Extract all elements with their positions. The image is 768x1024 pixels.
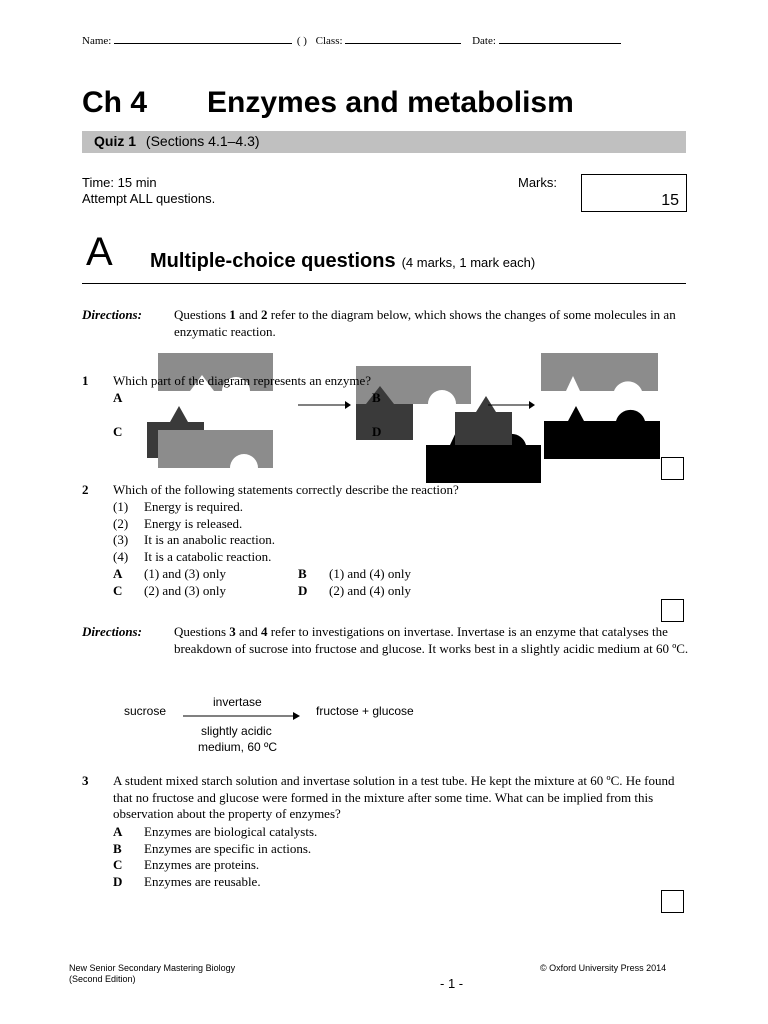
- condition-line-2: medium, 60 ºC: [198, 740, 278, 754]
- chapter-number: Ch 4: [82, 86, 148, 119]
- statement-3: (3) It is an anabolic reaction.: [113, 532, 276, 547]
- question-3-options: [113, 824, 317, 890]
- question-3-text: A student mixed starch solution and invertase solution in a test tube. He kept the mixture at 60 ºC. He found that no fructose and glucose were formed in the mixture after some time. What can be implied from this observation about the property of enzymes?: [113, 773, 675, 821]
- diagram-arrow-1: [298, 401, 351, 409]
- footer-book-line-2: (Second Edition): [69, 974, 136, 984]
- q3-option-c[interactable]: C Enzymes are proteins.: [113, 857, 260, 872]
- q2-option-b[interactable]: B (1) and (4) only: [298, 566, 411, 581]
- time-limit: Time: 15 min: [82, 175, 157, 190]
- q3-option-d[interactable]: D Enzymes are reusable.: [113, 873, 261, 889]
- attempt-instruction: Attempt ALL questions.: [82, 191, 216, 206]
- question-1-text: Which part of the diagram represents an enzyme?: [113, 373, 372, 388]
- page-title: [82, 86, 574, 120]
- name-field[interactable]: [114, 33, 292, 44]
- time-info: [82, 175, 215, 207]
- diagram-enzyme-final: [541, 353, 658, 391]
- statement-4: (4) It is a catabolic reaction.: [113, 548, 272, 564]
- section-title-text: Multiple-choice questions: [150, 250, 396, 272]
- section-divider: [82, 283, 686, 284]
- reaction-arrow: [183, 711, 301, 721]
- condition-line-1: slightly acidic: [201, 724, 272, 738]
- register-number-field[interactable]: ( ): [296, 35, 307, 47]
- question-2-text: Which of the following statements correctly describe the reaction?: [113, 482, 459, 497]
- directions-text: Questions 1 and 2 refer to the diagram below, which shows the changes of some molecules in an enzymatic reaction.: [174, 307, 676, 339]
- q3-option-b[interactable]: B Enzymes are specific in actions.: [113, 840, 312, 856]
- question-1-number: 1: [82, 373, 89, 388]
- diagram-label-c: C: [113, 424, 123, 439]
- question-2-number: 2: [82, 482, 89, 497]
- footer-book-line-1: New Senior Secondary Mastering Biology: [69, 963, 236, 973]
- products-label: fructose + glucose: [316, 704, 414, 718]
- marks-box[interactable]: [581, 174, 687, 212]
- quiz-label: Quiz 1: [94, 133, 137, 149]
- answer-box-q2[interactable]: [661, 599, 684, 622]
- diagram-label-a: A: [113, 390, 123, 405]
- answer-box-q1[interactable]: [661, 457, 684, 480]
- diagram-enzyme-c: [158, 430, 273, 468]
- statement-1: (1) Energy is required.: [113, 499, 244, 514]
- q2-option-d[interactable]: D (2) and (4) only: [298, 583, 411, 598]
- page-number: - 1 -: [440, 976, 464, 991]
- date-label: Date:: [472, 35, 496, 47]
- statement-2: (2) Energy is released.: [113, 515, 243, 531]
- student-info-line: [82, 33, 621, 47]
- diagram-product-final: [544, 406, 660, 459]
- quiz-sections: (Sections 4.1–4.3): [145, 133, 260, 149]
- directions-label: Directions:: [82, 307, 142, 322]
- q2-option-c[interactable]: C (2) and (3) only: [113, 583, 226, 598]
- name-label: Name:: [82, 35, 112, 47]
- question-3-number: 3: [82, 773, 89, 788]
- substrate-label: sucrose: [124, 704, 167, 718]
- enzyme-label: invertase: [213, 695, 262, 709]
- marks-label: Marks:: [518, 175, 557, 190]
- class-field[interactable]: [345, 33, 461, 44]
- q2-option-a[interactable]: A (1) and (3) only: [113, 566, 226, 581]
- section-mark-note: (4 marks, 1 mark each): [401, 255, 536, 270]
- marks-total: 15: [661, 192, 679, 209]
- directions-text-2: Questions 3 and 4 refer to investigations on invertase. Invertase is an enzyme that catalyses the breakdown of sucrose into fructose and glucose. It works best in a slightly acidic medium at 60 ºC.: [174, 624, 689, 656]
- date-field[interactable]: [499, 33, 621, 44]
- chapter-name: Enzymes and metabolism: [207, 86, 574, 119]
- class-label: Class:: [315, 35, 343, 47]
- question-2-statements: [113, 499, 275, 565]
- diagram-label-b: B: [372, 390, 381, 405]
- footer-book-title: [69, 963, 235, 985]
- footer-copyright: © Oxford University Press 2014: [540, 963, 667, 973]
- quiz-banner: [82, 131, 686, 153]
- answer-box-q3[interactable]: [661, 890, 684, 913]
- section-title: [150, 250, 535, 273]
- diagram-label-d: D: [372, 424, 382, 439]
- q3-option-a[interactable]: A Enzymes are biological catalysts.: [113, 824, 318, 839]
- diagram-arrow-2: [488, 401, 535, 409]
- directions-label-2: Directions:: [82, 624, 142, 639]
- section-letter: A: [86, 230, 113, 274]
